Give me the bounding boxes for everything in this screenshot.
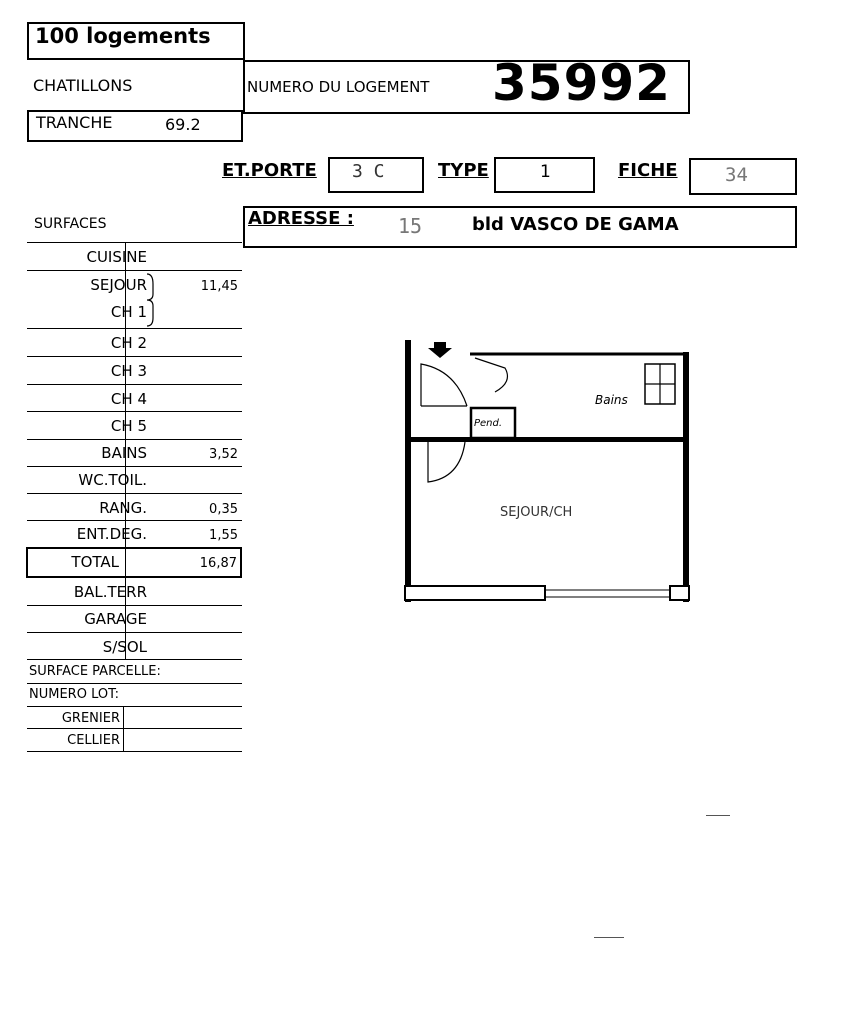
scan-speck <box>706 815 730 816</box>
plan-left-wall <box>405 340 411 602</box>
numero-label: NUMERO DU LOGEMENT <box>247 78 430 96</box>
tranche-value: 69.2 <box>165 115 201 134</box>
surface-row-bains: BAINS 3,52 <box>27 440 242 467</box>
surface-row-ch2: CH 2 <box>27 329 242 357</box>
surface-row-ssol: S/SOL <box>27 633 242 660</box>
numero-value: 35992 <box>492 54 671 112</box>
plan-right-wall <box>683 352 689 602</box>
closet-label: Pend. <box>474 418 503 429</box>
surface-row-total: TOTAL 16,87 <box>26 547 242 578</box>
city-label: CHATILLONS <box>33 76 133 95</box>
address-street: bld VASCO DE GAMA <box>472 214 679 235</box>
scan-speck <box>594 937 624 938</box>
surface-row-sejour: SEJOUR 11,45 <box>27 271 242 298</box>
entrance-arrow-icon <box>428 342 452 358</box>
surface-row-cellier: CELLIER <box>27 729 242 752</box>
fiche-value: 34 <box>725 164 748 186</box>
surface-row-entdeg: ENT.DEG. 1,55 <box>27 521 242 548</box>
surface-row-ch3: CH 3 <box>27 357 242 385</box>
plan-partition-wall <box>411 437 683 442</box>
surface-row-ch1: CH 1 <box>27 298 242 329</box>
surface-row-grenier: GRENIER <box>27 707 242 729</box>
floor-plan <box>395 330 705 610</box>
surface-row-ch5: CH 5 <box>27 412 242 440</box>
type-value: 1 <box>540 162 551 182</box>
surface-row-parcelle: SURFACE PARCELLE: <box>27 660 242 684</box>
plan-bottom-wall <box>405 586 545 600</box>
surface-row-rang: RANG. 0,35 <box>27 494 242 521</box>
et-porte-label: ET.PORTE <box>222 160 317 181</box>
fiche-label: FICHE <box>618 160 678 181</box>
bath-door-swing <box>475 358 507 392</box>
entry-door-swing <box>421 364 467 406</box>
bath-label: Bains <box>595 393 628 407</box>
tranche-label: TRANCHE <box>36 113 113 132</box>
address-number: 15 <box>398 214 423 238</box>
surface-row-cuisine: CUISINE <box>27 243 242 271</box>
sejour-ch1-bracket <box>143 272 157 328</box>
address-label: ADRESSE : <box>248 208 354 229</box>
program-title: 100 logements <box>35 24 211 48</box>
surface-row-numero-lot: NUMERO LOT: <box>27 684 242 707</box>
surface-row-garage: GARAGE <box>27 606 242 633</box>
surface-row-ch4: CH 4 <box>27 385 242 412</box>
type-label: TYPE <box>438 160 489 181</box>
surface-row-balterr: BAL.TERR <box>27 578 242 606</box>
surfaces-title: SURFACES <box>34 216 107 232</box>
living-label: SEJOUR/CH <box>500 505 573 520</box>
surface-row-wc: WC.TOIL. <box>27 467 242 494</box>
et-porte-value: 3 C <box>352 161 385 182</box>
living-door-swing <box>428 442 465 482</box>
